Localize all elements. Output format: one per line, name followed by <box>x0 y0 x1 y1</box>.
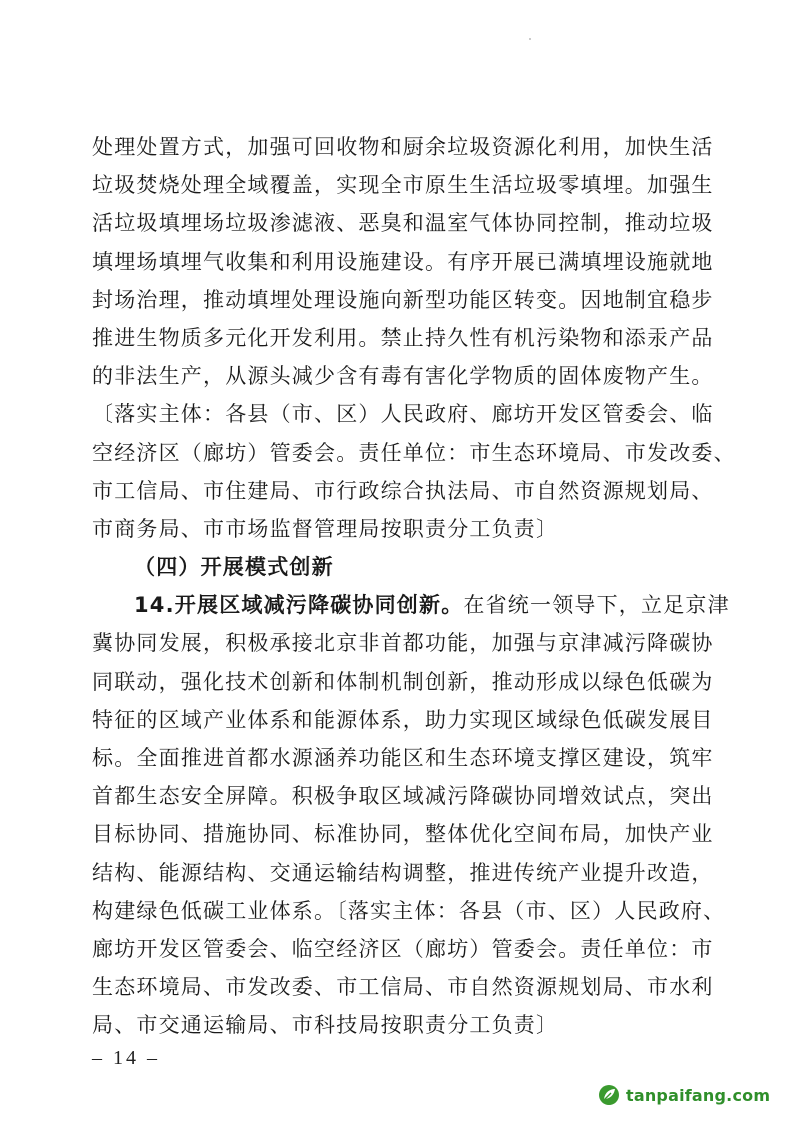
item-14-line: 标。全面推进首都水源涵养功能区和生态环境支撑区建设，筑牢 <box>92 746 714 770</box>
scan-speck <box>529 38 531 40</box>
leaf-logo-icon <box>598 1084 620 1106</box>
watermark[interactable] <box>598 1084 770 1106</box>
body-line: 市商务局、市市场监督管理局按职责分工负责〕 <box>92 516 559 541</box>
body-text <box>92 128 736 1045</box>
body-line: 填埋场填埋气收集和利用设施建设。有序开展已满填埋设施就地 <box>92 249 714 274</box>
item-14-first-line-rest: 在省统一领导下，立足京津 <box>463 593 730 618</box>
body-line: 推进生物质多元化开发利用。禁止持久性有机污染物和添汞产品 <box>92 325 714 350</box>
item-14-line: 首都生态安全屏障。积极争取区域减污降碳协同增效试点，突出 <box>92 784 714 809</box>
body-line: 活垃圾填埋场垃圾渗滤液、恶臭和温室气体协同控制，推动垃圾 <box>92 211 714 236</box>
body-line: 空经济区（廊坊）管委会。责任单位：市生态环境局、市发改委、 <box>92 440 736 465</box>
item-14-title: 14.开展区域减污降碳协同创新。 <box>134 593 464 618</box>
item-14-first-line <box>92 586 730 624</box>
item-14-line: 局、市交通运输局、市科技局按职责分工负责〕 <box>92 1013 559 1038</box>
item-14-line: 构建绿色低碳工业体系。〔落实主体：各县（市、区）人民政府、 <box>92 898 726 923</box>
section-heading: （四）开展模式创新 <box>134 555 334 580</box>
item-14-line: 冀协同发展，积极承接北京非首都功能，加强与京津减污降碳协 <box>92 631 714 656</box>
watermark-text: tanpaifang.com <box>626 1085 771 1105</box>
item-14-line: 同联动，强化技术创新和体制机制创新，推动形成以绿色低碳为 <box>92 669 714 694</box>
page-number: – 14 – <box>92 1047 160 1069</box>
body-line: 封场治理，推动填埋处理设施向新型功能区转变。因地制宜稳步 <box>92 287 714 312</box>
body-line: 垃圾焚烧处理全域覆盖，实现全市原生生活垃圾零填埋。加强生 <box>92 173 714 198</box>
body-line: 的非法生产，从源头减少含有毒有害化学物质的固体废物产生。 <box>92 364 714 389</box>
body-line: 处理处置方式，加强可回收物和厨余垃圾资源化利用，加快生活 <box>92 135 714 159</box>
body-line: 市工信局、市住建局、市行政综合执法局、市自然资源规划局、 <box>92 478 714 503</box>
item-14-line: 结构、能源结构、交通运输结构调整，推进传统产业提升改造， <box>92 860 714 885</box>
item-14-line: 廊坊开发区管委会、临空经济区（廊坊）管委会。责任单位：市 <box>92 936 714 961</box>
item-14-line: 生态环境局、市发改委、市工信局、市自然资源规划局、市水利 <box>92 975 714 1000</box>
item-14-line: 目标协同、措施协同、标准协同，整体优化空间布局，加快产业 <box>92 822 714 847</box>
item-14-line: 特征的区域产业体系和能源体系，助力实现区域绿色低碳发展目 <box>92 707 714 732</box>
body-line: 〔落实主体：各县（市、区）人民政府、廊坊开发区管委会、临 <box>92 402 714 427</box>
